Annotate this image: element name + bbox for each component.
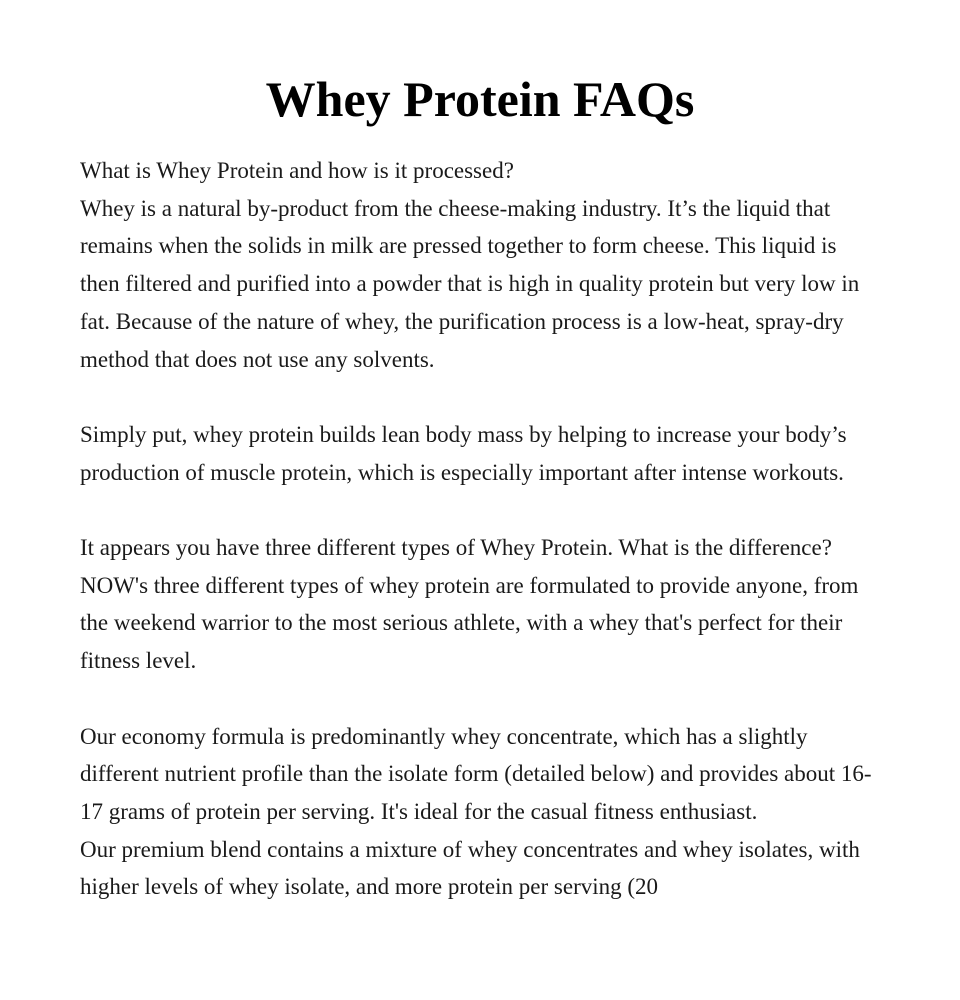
faq-answer-paragraph: NOW's three different types of whey protein are formulated to provide anyone, from the weekend warrior to the most serious athlete, with a whey that's perfect for their fitness level. (80, 572, 859, 674)
paragraph-spacer (80, 491, 880, 529)
faq-content (80, 0, 880, 906)
faq-question: It appears you have three different types of Whey Protein. What is the difference? (80, 535, 832, 560)
faq-question: What is Whey Protein and how is it processed? (80, 158, 514, 183)
paragraph-spacer (80, 378, 880, 416)
faq-answer-paragraph: Simply put, whey protein builds lean body mass by helping to increase your body’s production of muscle protein, which is especially important after intense workouts. (80, 421, 847, 485)
faq-answer-paragraph: Our economy formula is predominantly whey concentrate, which has a slightly different nutrient profile than the isolate form (detailed below) and provides about 16-17 grams of protein per serving. It's ideal for the casual fitness enthusiast. (80, 723, 872, 824)
faq-body (80, 152, 880, 906)
page-title: Whey Protein FAQs (265, 71, 695, 127)
faq-answer-paragraph: Our premium blend contains a mixture of whey concentrates and whey isolates, with higher levels of whey isolate, and more protein per serving (20 (80, 836, 860, 900)
faq-answer-paragraph: Whey is a natural by-product from the cheese-making industry. It’s the liquid that remains when the solids in milk are pressed together to form cheese. This liquid is then filtered and purified into a powder that is high in quality protein but very low in fat. Because of the nature of whey, the purification process is a low-heat, spray-dry method that does not use any solvents. (80, 195, 860, 372)
paragraph-spacer (80, 680, 880, 718)
